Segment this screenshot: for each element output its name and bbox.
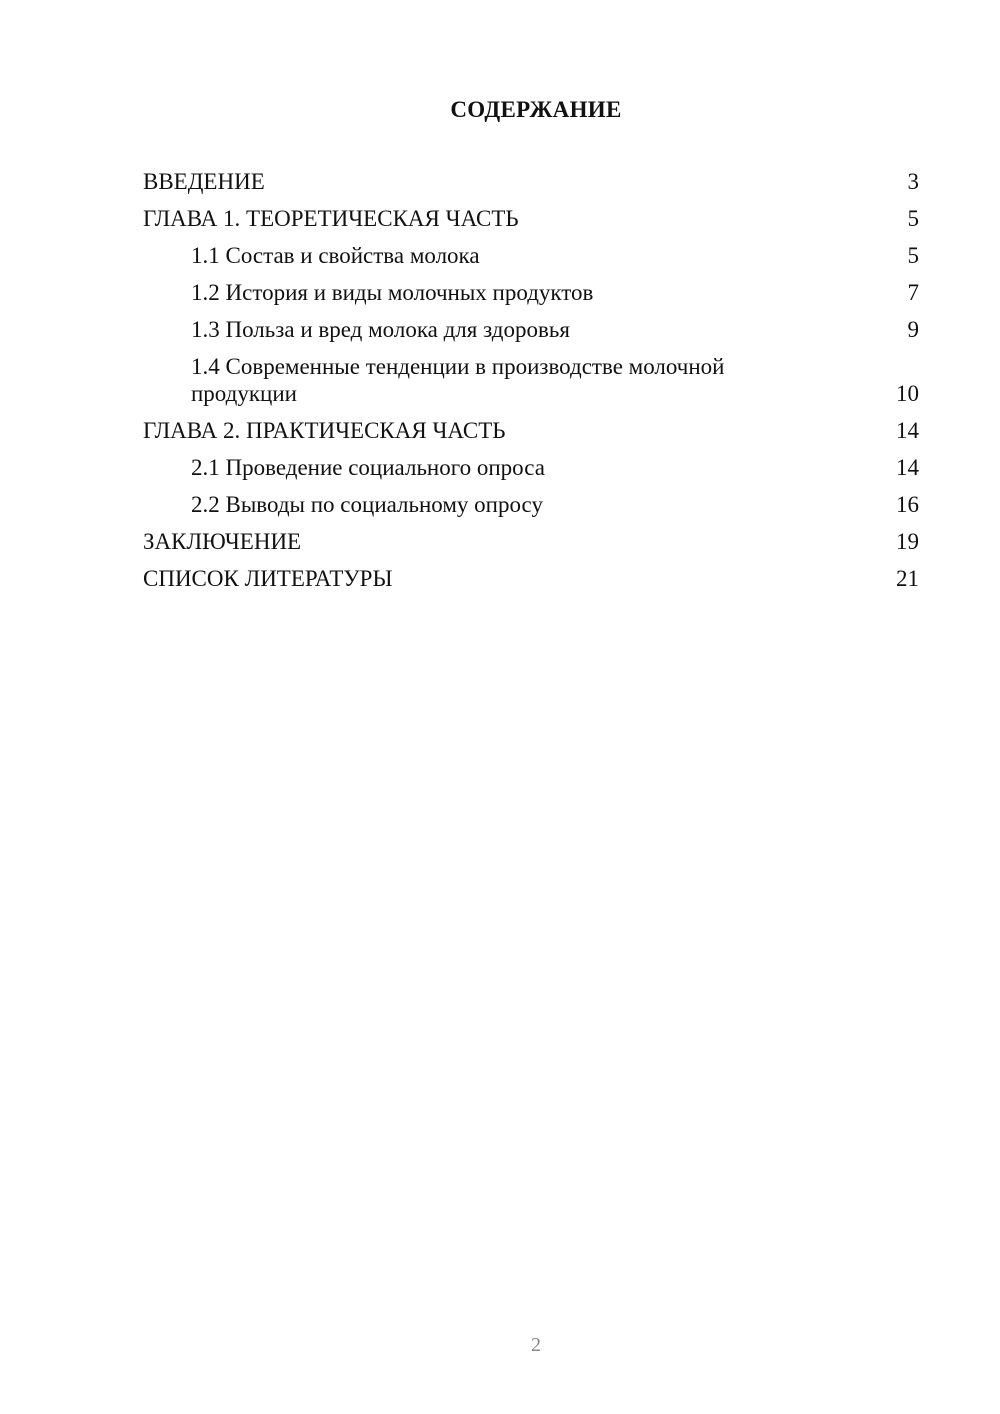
table-of-contents <box>143 168 919 602</box>
toc-entry-section-1-4[interactable] <box>143 353 919 407</box>
toc-entry-text: ВВЕДЕНИЕ <box>143 169 265 194</box>
toc-entry-section-2-1[interactable] <box>143 454 919 481</box>
toc-entry-page: 7 <box>907 280 919 305</box>
toc-entry-page: 14 <box>896 418 919 443</box>
toc-entry-references[interactable] <box>143 565 919 592</box>
toc-entry-text: 1.4 Современные тенденции в производстве молочной продукции <box>191 354 725 406</box>
toc-entry-text: СПИСОК ЛИТЕРАТУРЫ <box>143 566 393 591</box>
toc-entry-text: 2.2 Выводы по социальному опросу <box>191 492 543 517</box>
toc-entry-page: 19 <box>896 529 919 554</box>
toc-entry-page: 14 <box>896 455 919 480</box>
toc-entry-page: 16 <box>896 492 919 517</box>
toc-entry-page: 5 <box>907 206 919 231</box>
toc-entry-section-1-1[interactable] <box>143 242 919 269</box>
toc-entry-introduction[interactable] <box>143 168 919 195</box>
toc-entry-chapter-1[interactable] <box>143 205 919 232</box>
toc-entry-page: 21 <box>896 566 919 591</box>
toc-entry-page: 5 <box>907 243 919 268</box>
toc-entry-text: ГЛАВА 1. ТЕОРЕТИЧЕСКАЯ ЧАСТЬ <box>143 206 519 231</box>
toc-entry-text: ЗАКЛЮЧЕНИЕ <box>143 529 302 554</box>
toc-entry-page: 3 <box>907 169 919 194</box>
toc-entry-text: 2.1 Проведение социального опроса <box>191 455 545 480</box>
toc-entry-text: 1.3 Польза и вред молока для здоровья <box>191 317 570 342</box>
page-title: СОДЕРЖАНИЕ <box>450 97 622 122</box>
toc-entry-text: 1.1 Состав и свойства молока <box>191 243 480 268</box>
toc-entry-conclusion[interactable] <box>143 528 919 555</box>
toc-entry-section-1-3[interactable] <box>143 316 919 343</box>
page-number: 2 <box>531 1334 541 1356</box>
toc-entry-chapter-2[interactable] <box>143 417 919 444</box>
toc-entry-text: ГЛАВА 2. ПРАКТИЧЕСКАЯ ЧАСТЬ <box>143 418 506 443</box>
toc-entry-text: 1.2 История и виды молочных продуктов <box>191 280 594 305</box>
toc-entry-section-1-2[interactable] <box>143 279 919 306</box>
toc-entry-section-2-2[interactable] <box>143 491 919 518</box>
toc-entry-page: 10 <box>896 381 919 406</box>
toc-entry-page: 9 <box>907 317 919 342</box>
